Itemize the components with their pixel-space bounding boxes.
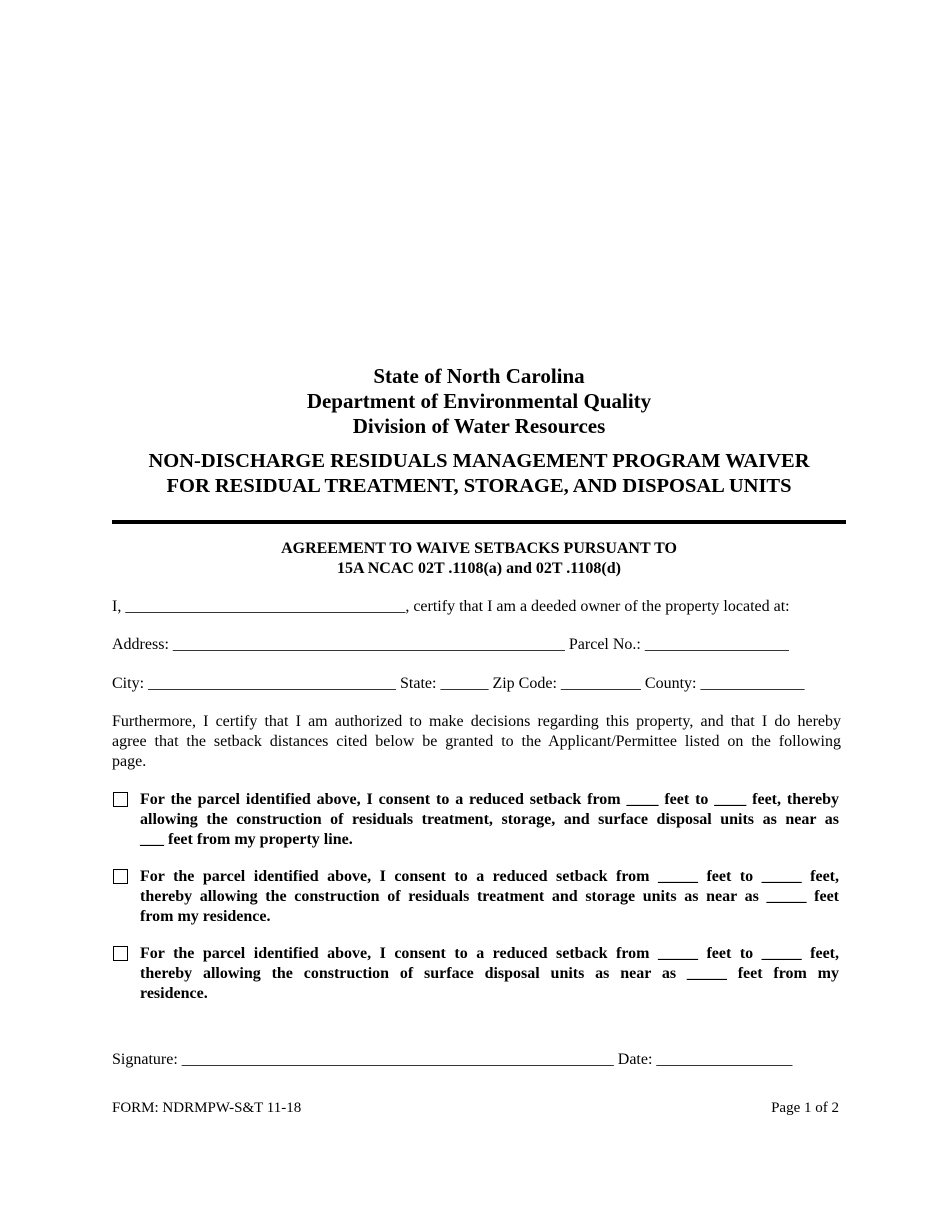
storage-units-setback-option <box>140 867 839 927</box>
certification-paragraph <box>112 712 841 772</box>
agreement-heading-line-2: 15A NCAC 02T .1108(a) and 02T .1108(d) <box>337 560 621 577</box>
owner-statement: , certify that I am a deeded owner of the property located at: <box>405 598 790 615</box>
date-field[interactable]: _________________ <box>656 1051 793 1068</box>
header-state: State of North Carolina <box>373 364 585 388</box>
option-line: thereby allowing the construction of surface disposal units as near as _____ feet from my <box>140 965 839 982</box>
zip-label: Zip Code: <box>492 675 557 692</box>
county-field[interactable]: _____________ <box>700 675 805 692</box>
option-line: from my residence. <box>140 908 271 925</box>
owner-line <box>112 597 790 617</box>
form-title-line-2: FOR RESIDUAL TREATMENT, STORAGE, AND DISPOSAL UNITS <box>166 475 792 497</box>
header-division: Division of Water Resources <box>352 414 606 438</box>
form-title-line-1: NON-DISCHARGE RESIDUALS MANAGEMENT PROGRAM WAIVER <box>148 450 810 472</box>
header-department: Department of Environmental Quality <box>306 389 652 413</box>
agreement-heading-line-1: AGREEMENT TO WAIVE SETBACKS PURSUANT TO <box>281 540 677 557</box>
certification-line: page. <box>112 753 147 770</box>
city-field[interactable]: _______________________________ <box>148 675 397 692</box>
property-line-setback-checkbox[interactable] <box>113 792 128 807</box>
certification-line: Furthermore, I certify that I am authorized to make decisions regarding this property, and that I do hereby <box>112 713 841 730</box>
option-line: residence. <box>140 985 208 1002</box>
parcel-label: Parcel No.: <box>568 636 641 653</box>
option-line: allowing the construction of residuals treatment, storage, and surface disposal units as near as <box>140 811 839 828</box>
city-label: City: <box>112 675 145 692</box>
state-label: State: <box>400 675 437 692</box>
certification-line: agree that the setback distances cited below be granted to the Applicant/Permittee listed on the following <box>112 733 841 750</box>
parcel-number-field[interactable]: __________________ <box>644 636 789 653</box>
location-line <box>112 674 804 694</box>
disposal-units-setback-checkbox[interactable] <box>113 946 128 961</box>
header-divider <box>112 520 846 524</box>
owner-prefix: I, <box>112 598 122 615</box>
county-label: County: <box>644 675 697 692</box>
zip-code-field[interactable]: __________ <box>560 675 641 692</box>
address-label: Address: <box>112 636 169 653</box>
form-number: FORM: NDRMPW-S&T 11-18 <box>112 1100 302 1116</box>
owner-name-field[interactable]: ___________________________________ <box>125 598 406 615</box>
date-label: Date: <box>617 1051 653 1068</box>
signature-label: Signature: <box>112 1051 178 1068</box>
page-number: Page 1 of 2 <box>771 1100 839 1116</box>
signature-field[interactable]: ______________________________________________________ <box>181 1051 614 1068</box>
disposal-units-setback-option <box>140 944 839 1004</box>
address-field[interactable]: _________________________________________________ <box>172 636 565 653</box>
option-line: For the parcel identified above, I consent to a reduced setback from _____ feet to _____ feet, <box>140 868 839 885</box>
property-line-setback-option <box>140 790 839 850</box>
state-field[interactable]: ______ <box>440 675 489 692</box>
option-line: For the parcel identified above, I consent to a reduced setback from ____ feet to ____ feet, thereby <box>140 791 839 808</box>
option-line: thereby allowing the construction of residuals treatment and storage units as near as _____ feet <box>140 888 839 905</box>
storage-units-setback-checkbox[interactable] <box>113 869 128 884</box>
option-line: For the parcel identified above, I consent to a reduced setback from _____ feet to _____ feet, <box>140 945 839 962</box>
signature-line <box>112 1050 792 1070</box>
address-line <box>112 635 789 655</box>
option-line: ___ feet from my property line. <box>140 831 353 848</box>
